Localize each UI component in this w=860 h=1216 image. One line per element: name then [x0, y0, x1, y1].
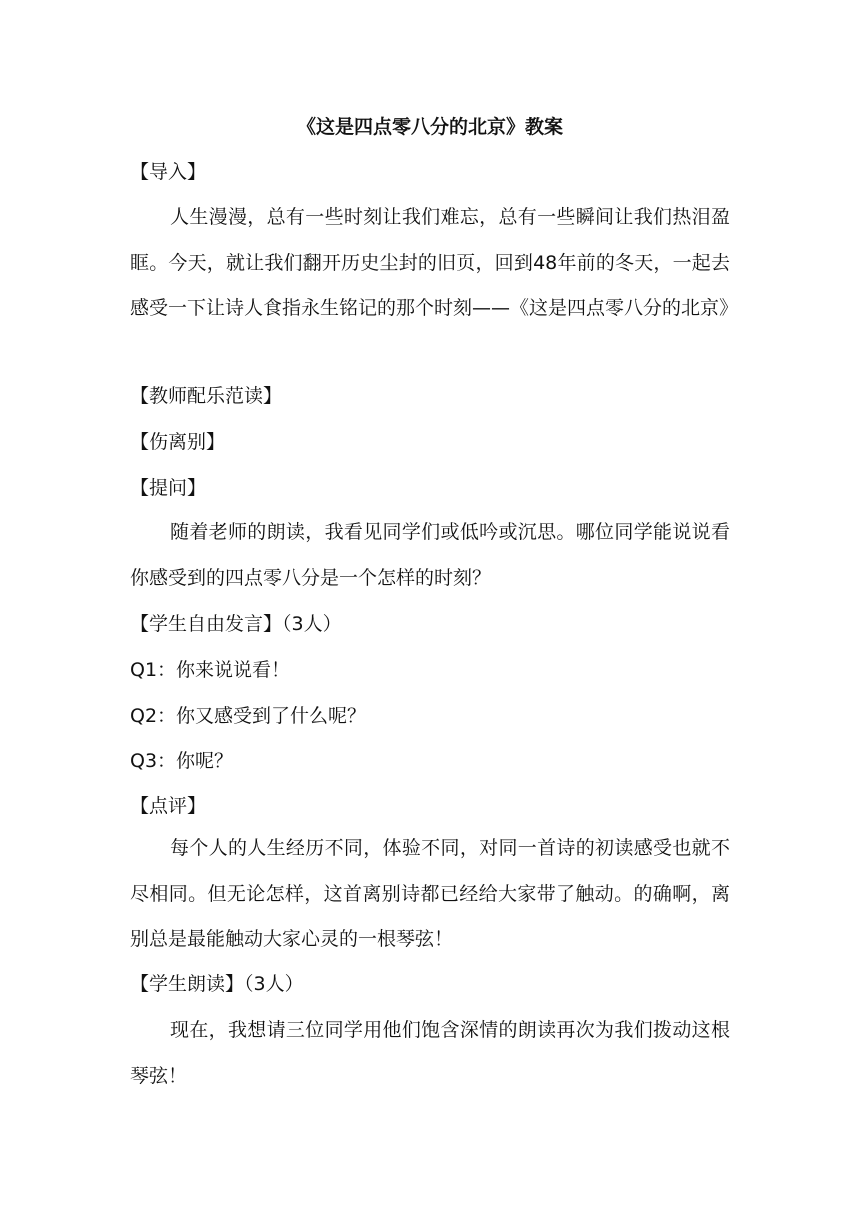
paragraph-intro: 人生漫漫，总有一些时刻让我们难忘，总有一些瞬间让我们热泪盈眶。今天，就让我们翻开历史尘封的旧页，回到48年前的冬天，一起去感受一下让诗人食指永生铭记的那个时刻——《这是四点零八分的北京》: [130, 206, 739, 320]
question-q3: Q3：你呢？: [130, 750, 234, 772]
question-q2: Q2：你又感受到了什么呢？: [130, 705, 367, 727]
paragraph-question: 随着老师的朗读，我看见同学们或低吟或沉思。哪位同学能说说看你感受到的四点零八分是一个怎样的时刻？: [130, 521, 730, 589]
section-heading-student-reading: 【学生朗读】（3人）: [130, 973, 304, 995]
section-heading-intro: 【导入】: [130, 161, 207, 183]
section-heading-student-speech: 【学生自由发言】（3人）: [130, 613, 342, 635]
section-heading-farewell: 【伤离别】: [130, 431, 226, 453]
paragraph-comment: 每个人的人生经历不同，体验不同，对同一首诗的初读感受也就不尽相同。但无论怎样，这首离别诗都已经给大家带了触动。的确啊，离别总是最能触动大家心灵的一根琴弦！: [130, 837, 730, 951]
question-q1: Q1：你来说说看！: [130, 659, 291, 681]
paragraph-student-reading: 现在，我想请三位同学用他们饱含深情的朗读再次为我们拨动这根琴弦！: [130, 1019, 730, 1087]
section-heading-question: 【提问】: [130, 477, 207, 499]
section-heading-comment: 【点评】: [130, 795, 207, 817]
document-title: 《这是四点零八分的北京》教案: [296, 116, 563, 138]
section-heading-teacher-reading: 【教师配乐范读】: [130, 385, 283, 407]
